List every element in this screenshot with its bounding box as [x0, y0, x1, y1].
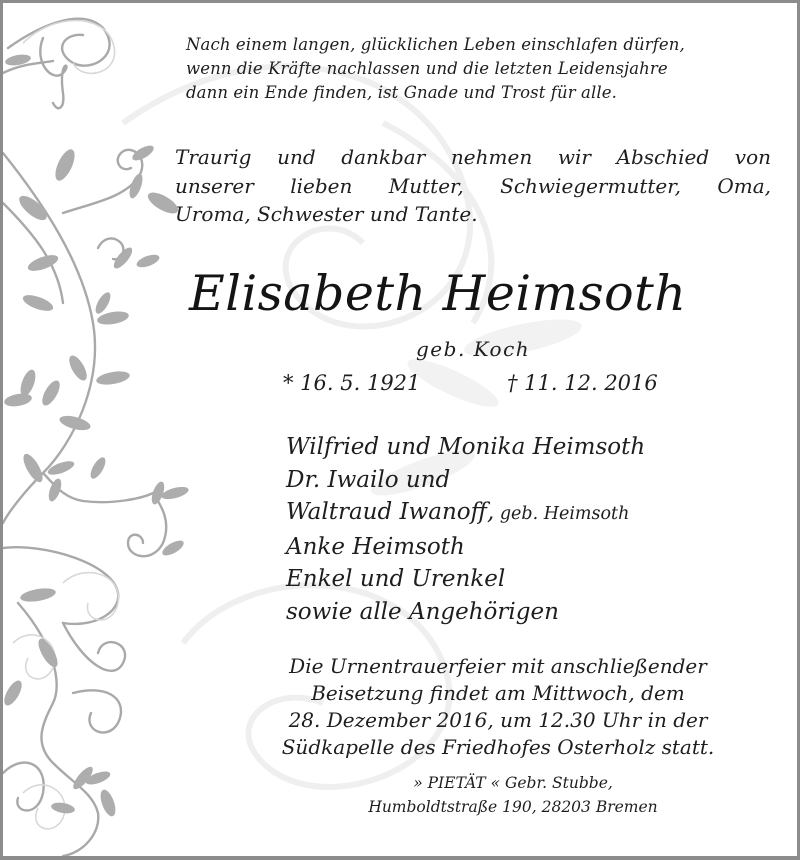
service-line: 28. Dezember 2016, um 12.30 Uhr in der [288, 708, 708, 732]
undertaker-line: Humboldtstraße 190, 28203 Bremen [368, 798, 658, 816]
mourner-name: Waltraud Iwanoff, [286, 499, 495, 525]
death-date: † 11. 12. 2016 [507, 371, 658, 395]
service-line: Beisetzung findet am Mittwoch, dem [311, 681, 685, 705]
obituary-notice [3, 3, 797, 856]
maiden-name: geb. Koch [416, 337, 531, 361]
mourner-line: Wilfried und Monika Heimsoth [286, 434, 646, 460]
mourner-line: Enkel und Urenkel [286, 566, 506, 592]
undertaker-line: » PIETÄT « Gebr. Stubbe, [413, 774, 613, 792]
intro-line: Nach einem langen, glücklichen Leben einschlafen dürfen, [186, 35, 685, 54]
birth-date: * 16. 5. 1921 [283, 371, 421, 395]
mourner-maiden-name: geb. Heimsoth [494, 504, 630, 524]
service-information [213, 653, 783, 761]
intro-verse [186, 33, 685, 105]
intro-line: dann ein Ende finden, ist Gnade und Trost für alle. [186, 83, 617, 102]
life-dates [283, 368, 658, 398]
service-line: Südkapelle des Friedhofes Osterholz statt. [281, 735, 715, 759]
intro-line: wenn die Kräfte nachlassen und die letzten Leidensjahre [186, 59, 668, 78]
deceased-name: Elisabeth Heimsoth [189, 265, 687, 322]
mourner-line: Dr. Iwailo und [286, 466, 451, 493]
service-line: Die Urnentrauerfeier mit anschließender [289, 654, 707, 678]
mourner-line: Anke Heimsoth [286, 533, 465, 560]
mourner-line [286, 496, 645, 531]
farewell-paragraph [175, 143, 771, 229]
farewell-line: Uroma, Schwester und Tante. [175, 202, 478, 226]
mourners-list [286, 431, 645, 628]
farewell-line: Traurig und dankbar nehmen wir Abschied von [175, 145, 771, 169]
farewell-line: unserer lieben Mutter, Schwiegermutter, Oma, [175, 173, 771, 198]
mourner-line: sowie alle Angehörigen [286, 598, 559, 625]
undertaker-info [303, 771, 723, 819]
